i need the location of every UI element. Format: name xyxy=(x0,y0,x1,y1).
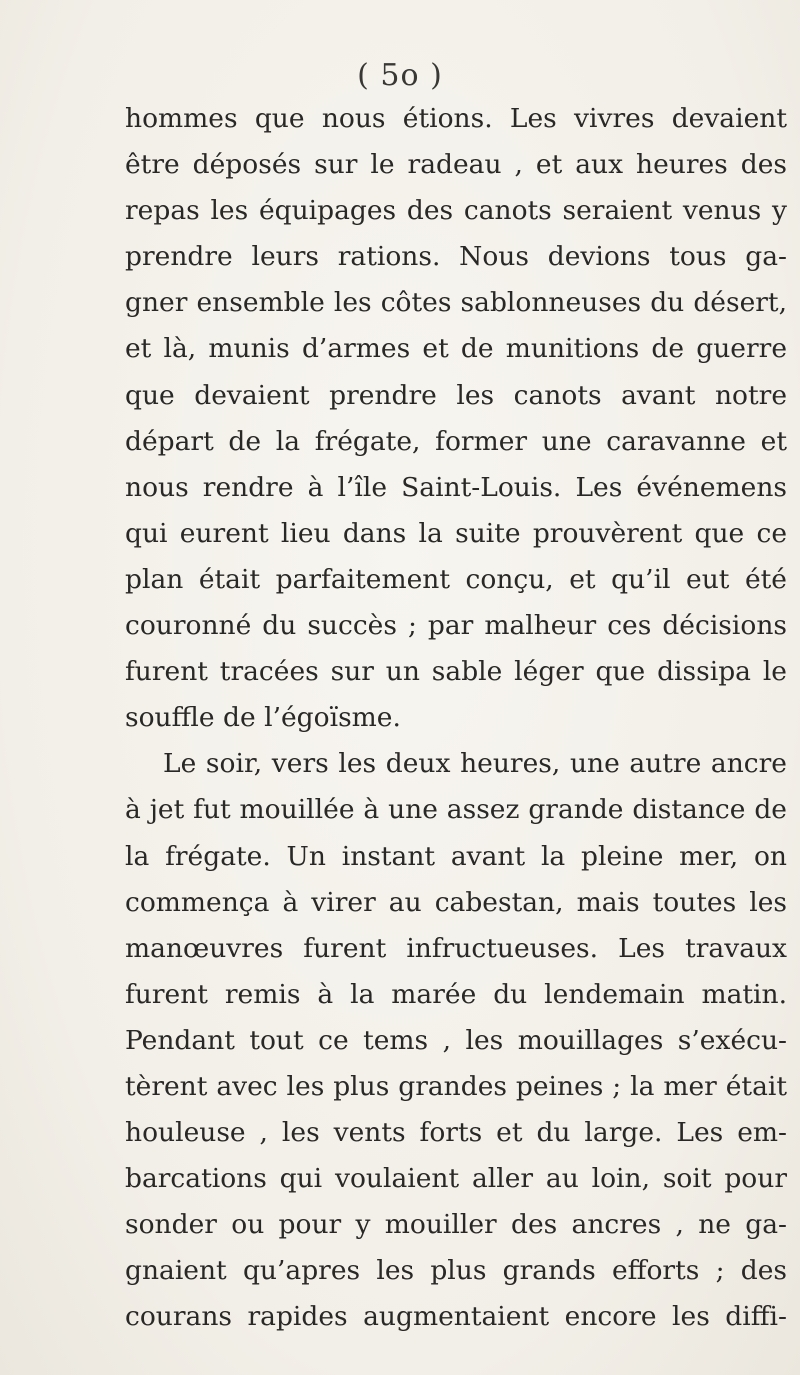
page-number: ( 5o ) xyxy=(357,58,443,93)
text-line: nous rendre à l’île Saint-Louis. Les événemens xyxy=(125,471,787,503)
text-line: couronné du succès ; par malheur ces décisions xyxy=(125,610,787,642)
text-line: hommes que nous étions. Les vivres devaient xyxy=(125,103,787,134)
text-line: commença à virer au cabestan, mais toutes les xyxy=(125,886,787,918)
text-line: houleuse , les vents forts et du large. Les em- xyxy=(125,1117,787,1149)
text-line: repas les équipages des canots seraient venus y xyxy=(125,195,787,227)
text-line: à jet fut mouillée à une assez grande distance de xyxy=(125,794,787,826)
body-text xyxy=(125,96,787,1341)
text-line: et là, munis d’armes et de munitions de guerre xyxy=(125,333,787,365)
text-line: sonder ou pour y mouiller des ancres , ne ga- xyxy=(125,1209,787,1241)
text-line: souffle de l’égoïsme. xyxy=(125,702,401,734)
text-line: qui eurent lieu dans la suite prouvèrent que ce xyxy=(125,517,787,549)
text-line: tèrent avec les plus grandes peines ; la mer était xyxy=(125,1070,787,1102)
text-line: plan était parfaitement conçu, et qu’il eut été xyxy=(125,563,787,595)
text-line: manœuvres furent infructueuses. Les travaux xyxy=(125,932,787,964)
text-line: départ de la frégate, former une caravanne et xyxy=(125,425,787,457)
paragraph-start-line: Le soir, vers les deux heures, une autre ancre xyxy=(163,748,787,780)
text-line: gnaient qu’apres les plus grands efforts ; des xyxy=(125,1255,787,1287)
text-line: gner ensemble les côtes sablonneuses du désert, xyxy=(125,287,787,319)
text-line: furent tracées sur un sable léger que dissipa le xyxy=(125,656,787,688)
text-line: être déposés sur le radeau , et aux heures des xyxy=(125,149,787,181)
text-line: que devaient prendre les canots avant notre xyxy=(125,379,787,411)
text-line: Pendant tout ce tems , les mouillages s’exécu- xyxy=(125,1024,787,1056)
text-line: courans rapides augmentaient encore les diffi- xyxy=(125,1301,787,1333)
text-line: prendre leurs rations. Nous devions tous ga- xyxy=(125,241,787,273)
text-line: furent remis à la marée du lendemain matin. xyxy=(125,978,787,1010)
text-line: la frégate. Un instant avant la pleine mer, on xyxy=(125,840,787,872)
text-line: barcations qui voulaient aller au loin, soit pour xyxy=(125,1163,787,1195)
